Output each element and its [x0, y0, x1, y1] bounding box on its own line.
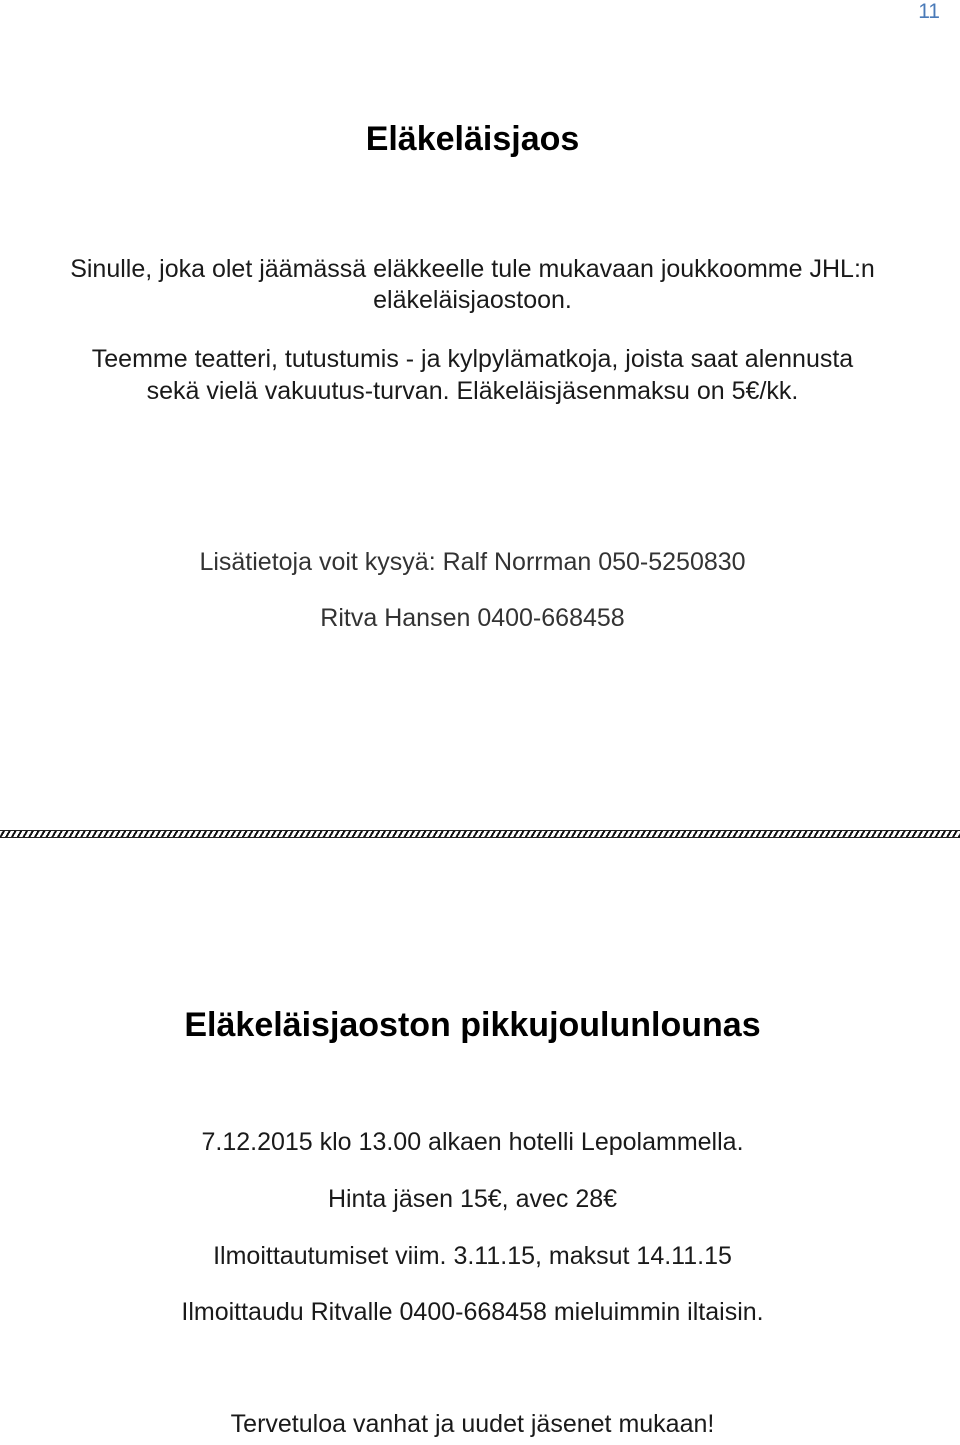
event-price-line: Hinta jäsen 15€, avec 28€	[327, 1185, 618, 1213]
registration-deadline-line: Ilmoittautumiset viim. 3.11.15, maksut 14.11.15	[213, 1242, 732, 1270]
page-number: 11	[918, 0, 940, 23]
benefits-text-line-1: Teemme teatteri, tutustumis - ja kylpylämatkoja, joista saat alennusta	[91, 345, 854, 373]
event-date-line: 7.12.2015 klo 13.00 alkaen hotelli Lepolammella.	[201, 1128, 744, 1156]
registration-contact-line: Ilmoittaudu Ritvalle 0400-668458 mieluimmin iltaisin.	[181, 1298, 764, 1326]
decorative-divider	[0, 830, 960, 838]
section-title-pikkujoulunlounas: Eläkeläisjaoston pikkujoulunlounas	[184, 1006, 761, 1044]
intro-text-line-2: eläkeläisjaostoon.	[373, 286, 572, 314]
contact-info-line-1: Lisätietoja voit kysyä: Ralf Norrman 050-5250830	[199, 548, 746, 576]
intro-text-line-1: Sinulle, joka olet jäämässä eläkkeelle tule mukavaan joukkoomme JHL:n	[70, 255, 875, 283]
benefits-text-line-2: sekä vielä vakuutus-turvan. Eläkeläisjäsenmaksu on 5€/kk.	[146, 377, 799, 405]
contact-info-line-2: Ritva Hansen 0400-668458	[320, 604, 625, 632]
section-title-elakelaisjaos: Eläkeläisjaos	[365, 120, 580, 158]
welcome-line: Tervetuloa vanhat ja uudet jäsenet mukaan!	[230, 1410, 715, 1438]
